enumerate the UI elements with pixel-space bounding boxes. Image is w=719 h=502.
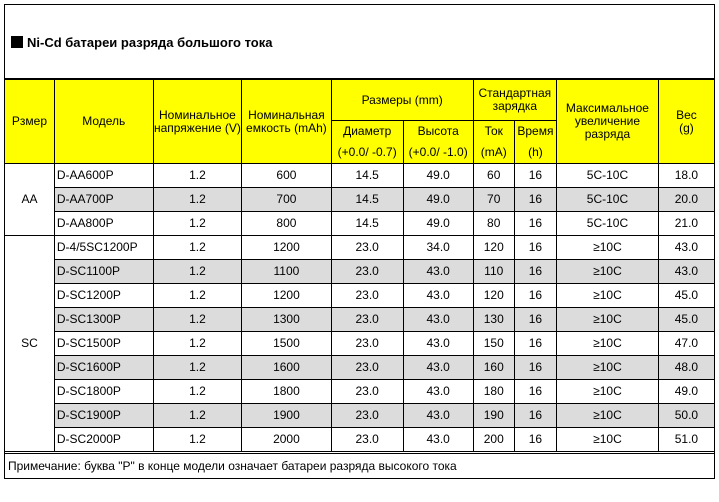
height-cell: 34.0	[403, 236, 473, 260]
max-rate-cell: ≥10C	[557, 380, 659, 404]
time-cell: 16	[514, 380, 556, 404]
height-cell: 49.0	[403, 188, 473, 212]
diameter-cell: 14.5	[331, 188, 403, 212]
voltage-cell: 1.2	[153, 428, 241, 452]
max-rate-cell: ≥10C	[557, 260, 659, 284]
capacity-cell: 1200	[242, 284, 332, 308]
header-capacity: Номинальная емкость (mAh)	[242, 80, 332, 164]
diameter-cell: 23.0	[331, 284, 403, 308]
time-cell: 16	[514, 428, 556, 452]
height-cell: 43.0	[403, 332, 473, 356]
weight-cell: 45.0	[658, 308, 714, 332]
time-cell: 16	[514, 404, 556, 428]
time-cell: 16	[514, 212, 556, 236]
header-model: Модель	[54, 80, 153, 164]
model-cell: D-AA600P	[54, 164, 153, 188]
square-bullet-icon	[11, 36, 23, 48]
voltage-cell: 1.2	[153, 284, 241, 308]
model-cell: D-SC1300P	[54, 308, 153, 332]
max-rate-cell: ≥10C	[557, 332, 659, 356]
table-row	[5, 212, 714, 236]
voltage-cell: 1.2	[153, 236, 241, 260]
header-max-rate: Максимальное увеличение разряда	[557, 80, 659, 164]
diameter-cell: 23.0	[331, 404, 403, 428]
model-cell: D-AA800P	[54, 212, 153, 236]
weight-cell: 47.0	[658, 332, 714, 356]
header-size: Рзмер	[5, 80, 54, 164]
capacity-cell: 600	[242, 164, 332, 188]
table-row	[5, 356, 714, 380]
max-rate-cell: ≥10C	[557, 404, 659, 428]
time-cell: 16	[514, 188, 556, 212]
time-cell: 16	[514, 236, 556, 260]
title-bar	[5, 5, 714, 79]
current-cell: 120	[473, 236, 514, 260]
capacity-cell: 1600	[242, 356, 332, 380]
model-cell: D-SC1800P	[54, 380, 153, 404]
header-diameter-tolerance: (+0.0/ -0.7)	[331, 142, 403, 164]
time-cell: 16	[514, 308, 556, 332]
header-standard-charge: Стандартная зарядка	[473, 80, 556, 121]
capacity-cell: 2000	[242, 428, 332, 452]
header-height-tolerance: (+0.0/ -1.0)	[403, 142, 473, 164]
current-cell: 130	[473, 308, 514, 332]
model-cell: D-SC1900P	[54, 404, 153, 428]
diameter-cell: 23.0	[331, 332, 403, 356]
max-rate-cell: 5C-10C	[557, 188, 659, 212]
model-cell: D-SC1600P	[54, 356, 153, 380]
time-cell: 16	[514, 260, 556, 284]
time-cell: 16	[514, 356, 556, 380]
capacity-cell: 800	[242, 212, 332, 236]
weight-cell: 45.0	[658, 284, 714, 308]
header-current-unit: (mA)	[473, 142, 514, 164]
height-cell: 49.0	[403, 164, 473, 188]
weight-cell: 50.0	[658, 404, 714, 428]
weight-cell: 21.0	[658, 212, 714, 236]
model-cell: D-AA700P	[54, 188, 153, 212]
capacity-cell: 1200	[242, 236, 332, 260]
voltage-cell: 1.2	[153, 308, 241, 332]
max-rate-cell: ≥10C	[557, 356, 659, 380]
table-row	[5, 260, 714, 284]
current-cell: 160	[473, 356, 514, 380]
diameter-cell: 14.5	[331, 212, 403, 236]
header-weight-label: Вес	[676, 107, 697, 122]
weight-cell: 18.0	[658, 164, 714, 188]
voltage-cell: 1.2	[153, 212, 241, 236]
header-current: Ток	[473, 121, 514, 143]
time-cell: 16	[514, 332, 556, 356]
diameter-cell: 23.0	[331, 356, 403, 380]
time-cell: 16	[514, 164, 556, 188]
weight-cell: 43.0	[658, 236, 714, 260]
height-cell: 43.0	[403, 380, 473, 404]
capacity-cell: 1800	[242, 380, 332, 404]
height-cell: 43.0	[403, 428, 473, 452]
table-row	[5, 404, 714, 428]
header-time: Время	[514, 121, 556, 143]
battery-spec-table	[5, 79, 714, 452]
max-rate-cell: ≥10C	[557, 428, 659, 452]
current-cell: 120	[473, 284, 514, 308]
table-row	[5, 164, 714, 188]
size-group-cell: SC	[5, 236, 54, 452]
max-rate-cell: 5C-10C	[557, 164, 659, 188]
height-cell: 43.0	[403, 404, 473, 428]
table-row	[5, 308, 714, 332]
weight-cell: 48.0	[658, 356, 714, 380]
model-cell: D-SC1500P	[54, 332, 153, 356]
table-row	[5, 428, 714, 452]
title-label: Ni-Cd батареи разряда большого тока	[27, 35, 273, 50]
height-cell: 43.0	[403, 260, 473, 284]
header-weight	[658, 80, 714, 164]
model-cell: D-SC1100P	[54, 260, 153, 284]
model-cell: D-4/5SC1200P	[54, 236, 153, 260]
height-cell: 43.0	[403, 308, 473, 332]
voltage-cell: 1.2	[153, 404, 241, 428]
current-cell: 150	[473, 332, 514, 356]
capacity-cell: 1500	[242, 332, 332, 356]
voltage-cell: 1.2	[153, 260, 241, 284]
height-cell: 43.0	[403, 284, 473, 308]
diameter-cell: 23.0	[331, 260, 403, 284]
time-cell: 16	[514, 284, 556, 308]
current-cell: 80	[473, 212, 514, 236]
current-cell: 70	[473, 188, 514, 212]
capacity-cell: 1100	[242, 260, 332, 284]
current-cell: 190	[473, 404, 514, 428]
current-cell: 200	[473, 428, 514, 452]
size-group-cell: AA	[5, 164, 54, 236]
voltage-cell: 1.2	[153, 380, 241, 404]
weight-cell: 20.0	[658, 188, 714, 212]
current-cell: 180	[473, 380, 514, 404]
current-cell: 110	[473, 260, 514, 284]
capacity-cell: 1900	[242, 404, 332, 428]
table-row	[5, 236, 714, 260]
weight-cell: 51.0	[658, 428, 714, 452]
max-rate-cell: ≥10C	[557, 308, 659, 332]
max-rate-cell: 5C-10C	[557, 212, 659, 236]
header-voltage: Номинальное напряжение (V)	[153, 80, 241, 164]
table-row	[5, 188, 714, 212]
header-dimensions: Размеры (mm)	[331, 80, 473, 121]
voltage-cell: 1.2	[153, 188, 241, 212]
capacity-cell: 1300	[242, 308, 332, 332]
current-cell: 60	[473, 164, 514, 188]
max-rate-cell: ≥10C	[557, 284, 659, 308]
model-cell: D-SC2000P	[54, 428, 153, 452]
page-title	[11, 35, 272, 50]
weight-cell: 43.0	[658, 260, 714, 284]
height-cell: 49.0	[403, 212, 473, 236]
spec-sheet	[4, 4, 715, 479]
table-row	[5, 332, 714, 356]
height-cell: 43.0	[403, 356, 473, 380]
header-diameter: Диаметр	[331, 121, 403, 143]
max-rate-cell: ≥10C	[557, 236, 659, 260]
capacity-cell: 700	[242, 188, 332, 212]
diameter-cell: 23.0	[331, 428, 403, 452]
diameter-cell: 23.0	[331, 236, 403, 260]
header-height: Высота	[403, 121, 473, 143]
voltage-cell: 1.2	[153, 332, 241, 356]
diameter-cell: 23.0	[331, 380, 403, 404]
voltage-cell: 1.2	[153, 164, 241, 188]
table-row	[5, 380, 714, 404]
voltage-cell: 1.2	[153, 356, 241, 380]
diameter-cell: 14.5	[331, 164, 403, 188]
model-cell: D-SC1200P	[54, 284, 153, 308]
weight-cell: 49.0	[658, 380, 714, 404]
diameter-cell: 23.0	[331, 308, 403, 332]
table-row	[5, 284, 714, 308]
header-weight-unit: (g)	[679, 120, 694, 135]
footnote: Примечание: буква "P" в конце модели означает батареи разряда высокого тока	[5, 453, 714, 478]
header-time-unit: (h)	[514, 142, 556, 164]
